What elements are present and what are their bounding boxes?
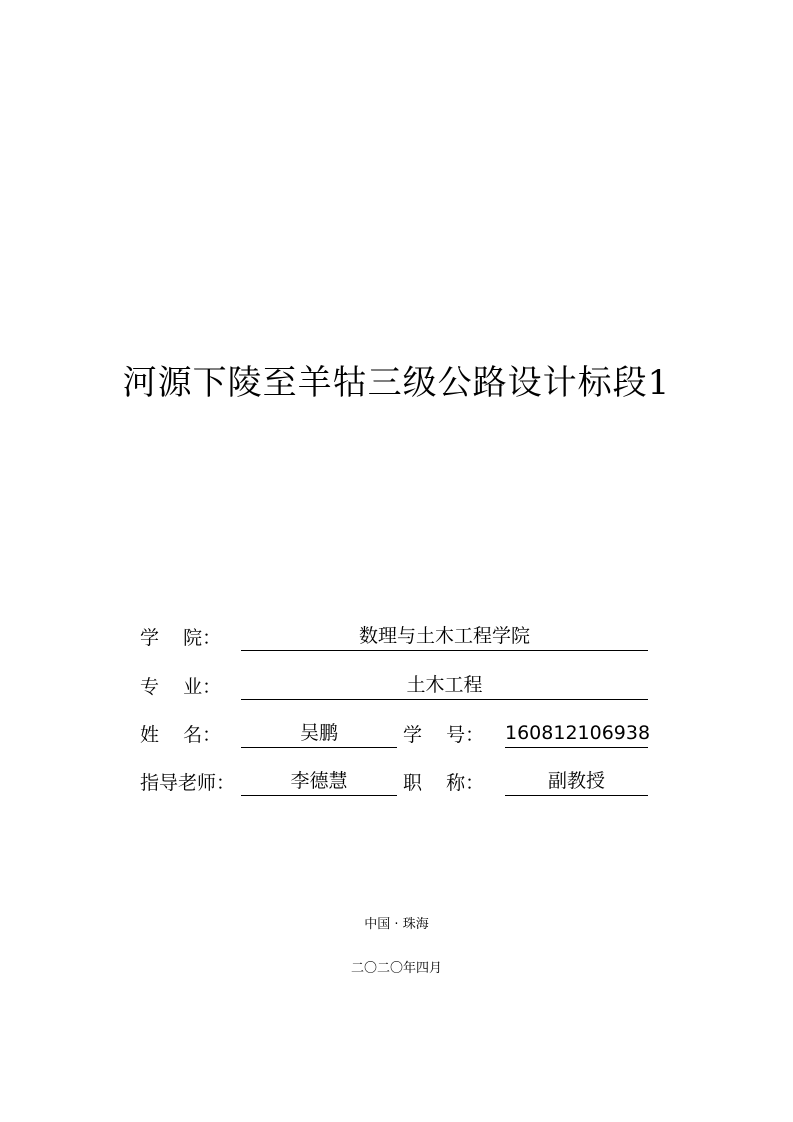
major-value: 土木工程	[241, 673, 648, 700]
name-value: 吴鹏	[241, 721, 397, 748]
student-id-label: 学 号：	[403, 724, 485, 746]
student-id-value: 160812106938	[505, 721, 648, 748]
college-value: 数理与土木工程学院	[241, 624, 648, 651]
document-title: 河源下陵至羊牯三级公路设计标段1	[122, 363, 671, 403]
major-label: 专 业：	[140, 676, 222, 698]
advisor-value: 李德慧	[241, 769, 397, 796]
name-label: 姓 名：	[140, 724, 222, 746]
advisor-label: 指导老师：	[140, 772, 236, 794]
rank-label: 职 称：	[403, 772, 485, 794]
footer-location: 中国 · 珠海	[364, 917, 429, 932]
rank-value: 副教授	[505, 769, 648, 796]
footer-date: 二〇二〇年四月	[350, 961, 442, 976]
college-label: 学 院：	[140, 627, 222, 649]
